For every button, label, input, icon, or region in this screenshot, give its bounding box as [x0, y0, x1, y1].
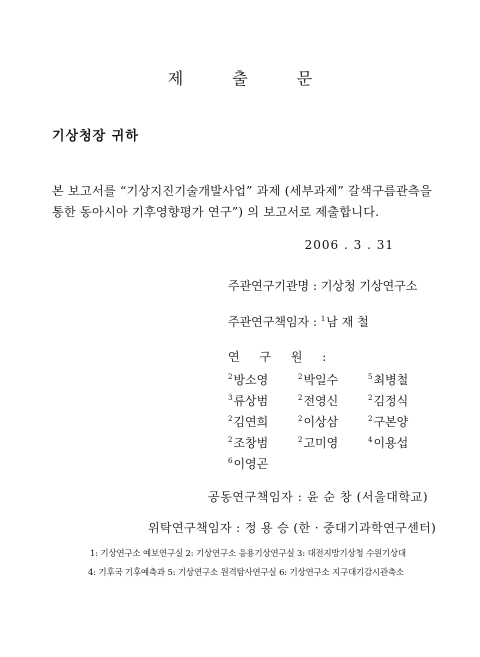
researcher-item	[228, 371, 298, 388]
researcher-item	[298, 434, 368, 451]
body-text-line-1: 본 보고서를 “기상지진기술개발사업” 과제 (세부과제” 갈색구름관측을	[52, 184, 432, 198]
document-title: 제 출 문	[167, 69, 335, 88]
researcher-name: 방소영	[233, 373, 269, 387]
researcher-affiliation-mark: 4	[368, 436, 373, 444]
researcher-name: 조창범	[233, 436, 269, 450]
researcher-affiliation-mark: 2	[298, 394, 303, 402]
researcher-name: 최병철	[373, 373, 409, 387]
researcher-item	[228, 455, 298, 472]
researcher-name: 이영곤	[233, 457, 269, 471]
footnote-line-2: 4: 기후국 기후예측과 5: 기상연구소 원격탐사연구실 6: 기상연구소 지구대기감시관측소	[88, 567, 405, 577]
researcher-name: 이용섭	[373, 436, 409, 450]
researcher-affiliation-mark: 2	[368, 415, 373, 423]
submission-date: 2006 . 3 . 31	[304, 238, 394, 252]
joint-researcher: 공동연구책임자 : 윤 순 창 (서울대학교)	[208, 490, 429, 504]
researcher-name: 고미영	[303, 436, 339, 450]
researcher-item	[368, 392, 438, 409]
researcher-affiliation-mark: 2	[228, 373, 233, 381]
researcher-item	[228, 434, 298, 451]
researcher-affiliation-mark: 2	[298, 373, 303, 381]
researcher-item	[228, 392, 298, 409]
footnote-line-1: 1: 기상연구소 예보연구실 2: 기상연구소 응용기상연구실 3: 대전지방기상청 수원기상대	[90, 548, 407, 558]
lead-researcher-name: 남 재 철	[326, 315, 369, 329]
researcher-item	[368, 434, 438, 451]
lead-institution: 주관연구기관명 : 기상청 기상연구소	[228, 279, 418, 293]
researcher-affiliation-mark: 2	[298, 415, 303, 423]
researcher-affiliation-mark: 6	[228, 457, 233, 465]
researcher-item	[368, 371, 438, 388]
researchers-heading: 연 구 원 :	[228, 350, 335, 364]
researcher-name: 박일수	[303, 373, 339, 387]
researcher-name: 류상범	[233, 394, 269, 408]
researcher-item	[368, 413, 438, 430]
lead-researcher-label: 주관연구책임자 :	[228, 315, 321, 329]
researcher-name: 구본양	[373, 415, 409, 429]
researcher-item	[298, 413, 368, 430]
researcher-affiliation-mark: 3	[228, 394, 233, 402]
researcher-name: 김정식	[373, 394, 409, 408]
researcher-affiliation-mark: 2	[228, 436, 233, 444]
consigned-researcher: 위탁연구책임자 : 정 용 승 (한 · 중대기과학연구센터)	[148, 521, 437, 535]
researcher-name: 이상삼	[303, 415, 339, 429]
researcher-item	[298, 371, 368, 388]
addressee: 기상청장 귀하	[52, 129, 139, 144]
lead-researcher	[228, 313, 369, 330]
researcher-name: 전영신	[303, 394, 339, 408]
researcher-list	[228, 371, 438, 472]
researcher-affiliation-mark: 2	[368, 394, 373, 402]
researcher-item	[228, 413, 298, 430]
lead-researcher-affiliation-mark: 1	[320, 315, 326, 323]
researcher-item	[298, 392, 368, 409]
body-text-line-2: 통한 동아시아 기후영향평가 연구”) 의 보고서로 제출합니다.	[52, 205, 380, 219]
researcher-affiliation-mark: 2	[298, 436, 303, 444]
researcher-affiliation-mark: 2	[228, 415, 233, 423]
researcher-name: 김연희	[233, 415, 269, 429]
researcher-affiliation-mark: 5	[368, 373, 373, 381]
